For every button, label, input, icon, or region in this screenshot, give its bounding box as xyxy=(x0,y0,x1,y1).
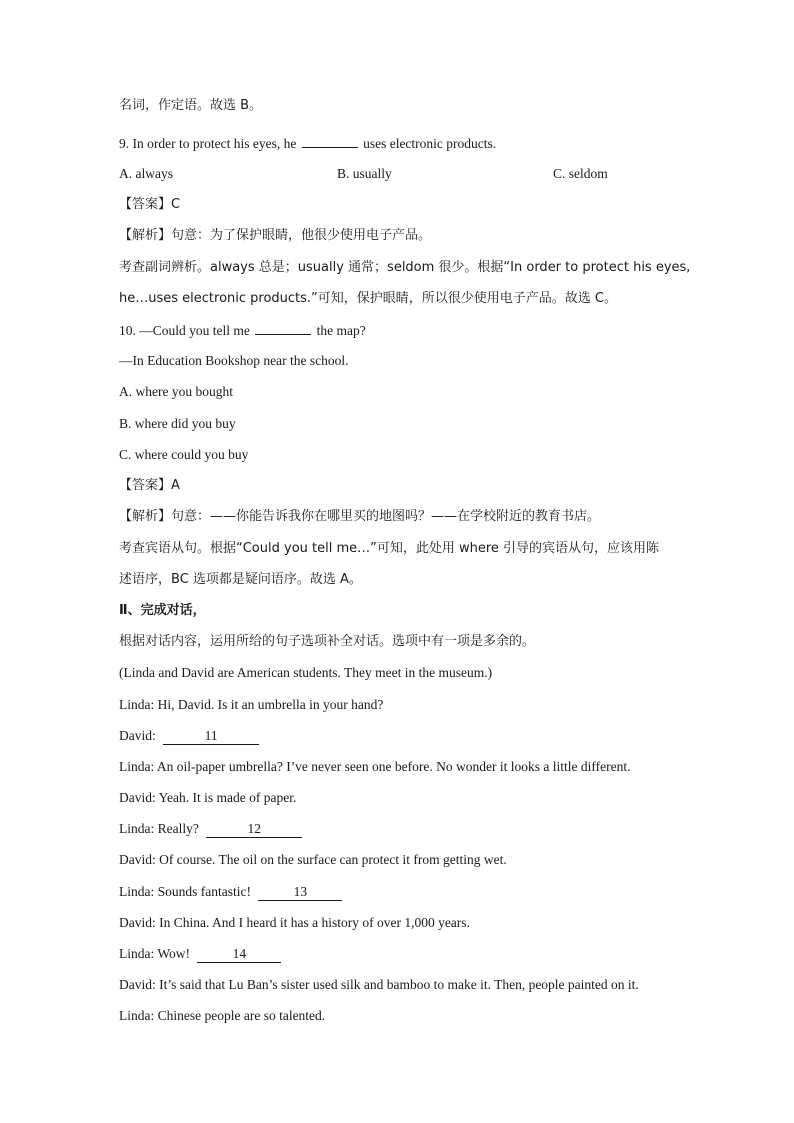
question-9 xyxy=(119,133,496,154)
answer-line: 【答案】C xyxy=(119,197,181,212)
option-b: B. usually xyxy=(337,166,392,181)
question-text: the map? xyxy=(316,323,366,338)
option-a: A. where you bought xyxy=(119,384,233,399)
option-b: B. where did you buy xyxy=(119,416,236,431)
explanation-line: 述语序，BC 选项都是疑问语序。故选 A。 xyxy=(119,572,362,587)
dialogue-line: David: In China. And I heard it has a history of over 1,000 years. xyxy=(119,915,470,930)
question-text: 10. —Could you tell me xyxy=(119,323,250,338)
dialogue-line: David: It’s said that Lu Ban’s sister used silk and bamboo to make it. Then, people painted on it. xyxy=(119,977,639,992)
answer-blank xyxy=(255,320,311,335)
answer-blank-14: 14 xyxy=(197,946,281,963)
explanation-line: 【解析】句意：为了保护眼睛，他很少使用电子产品。 xyxy=(119,228,432,243)
option-a: A. always xyxy=(119,166,173,181)
section-instructions: 根据对话内容，运用所给的句子选项补全对话。选项中有一项是多余的。 xyxy=(119,634,536,649)
explanation-line: 考查副词辨析。always 总是；usually 通常；seldom 很少。根据“In order to protect his eyes, xyxy=(119,260,691,275)
text-line: 名词，作定语。故选 B。 xyxy=(119,98,263,113)
answer-line: 【答案】A xyxy=(119,478,180,493)
answer-blank xyxy=(302,133,358,148)
dialogue-line: Linda: Hi, David. Is it an umbrella in your hand? xyxy=(119,697,384,712)
option-c: C. seldom xyxy=(553,166,608,181)
answer-blank-13: 13 xyxy=(258,884,342,901)
answer-blank-12: 12 xyxy=(206,821,302,838)
question-10 xyxy=(119,320,366,341)
option-c: C. where could you buy xyxy=(119,447,249,462)
dialogue-intro: (Linda and David are American students. They meet in the museum.) xyxy=(119,665,493,680)
section-title: Ⅱ、完成对话， xyxy=(119,603,206,618)
question-text: —In Education Bookshop near the school. xyxy=(119,353,349,368)
explanation-line: 【解析】句意：——你能告诉我你在哪里买的地图吗？——在学校附近的教育书店。 xyxy=(119,509,601,524)
question-text: uses electronic products. xyxy=(363,136,497,151)
dialogue-line xyxy=(119,944,285,964)
speaker-text: Linda: Wow! xyxy=(119,946,191,961)
dialogue-line: Linda: An oil-paper umbrella? I’ve never seen one before. No wonder it looks a little different. xyxy=(119,759,631,774)
speaker-text: Linda: Sounds fantastic! xyxy=(119,884,251,899)
explanation-line: he…uses electronic products.”可知，保护眼睛，所以很少使用电子产品。故选 C。 xyxy=(119,291,617,306)
dialogue-line xyxy=(119,726,263,746)
explanation-line: 考查宾语从句。根据“Could you tell me…”可知，此处用 where 引导的宾语从句，应该用陈 xyxy=(119,541,660,556)
dialogue-line: David: Yeah. It is made of paper. xyxy=(119,790,297,805)
dialogue-line xyxy=(119,819,306,839)
speaker-text: David: xyxy=(119,728,156,743)
dialogue-line xyxy=(119,882,346,902)
dialogue-line: David: Of course. The oil on the surface can protect it from getting wet. xyxy=(119,852,507,867)
speaker-text: Linda: Really? xyxy=(119,821,199,836)
answer-blank-11: 11 xyxy=(163,728,259,745)
dialogue-line: Linda: Chinese people are so talented. xyxy=(119,1008,326,1023)
question-text: 9. In order to protect his eyes, he xyxy=(119,136,297,151)
